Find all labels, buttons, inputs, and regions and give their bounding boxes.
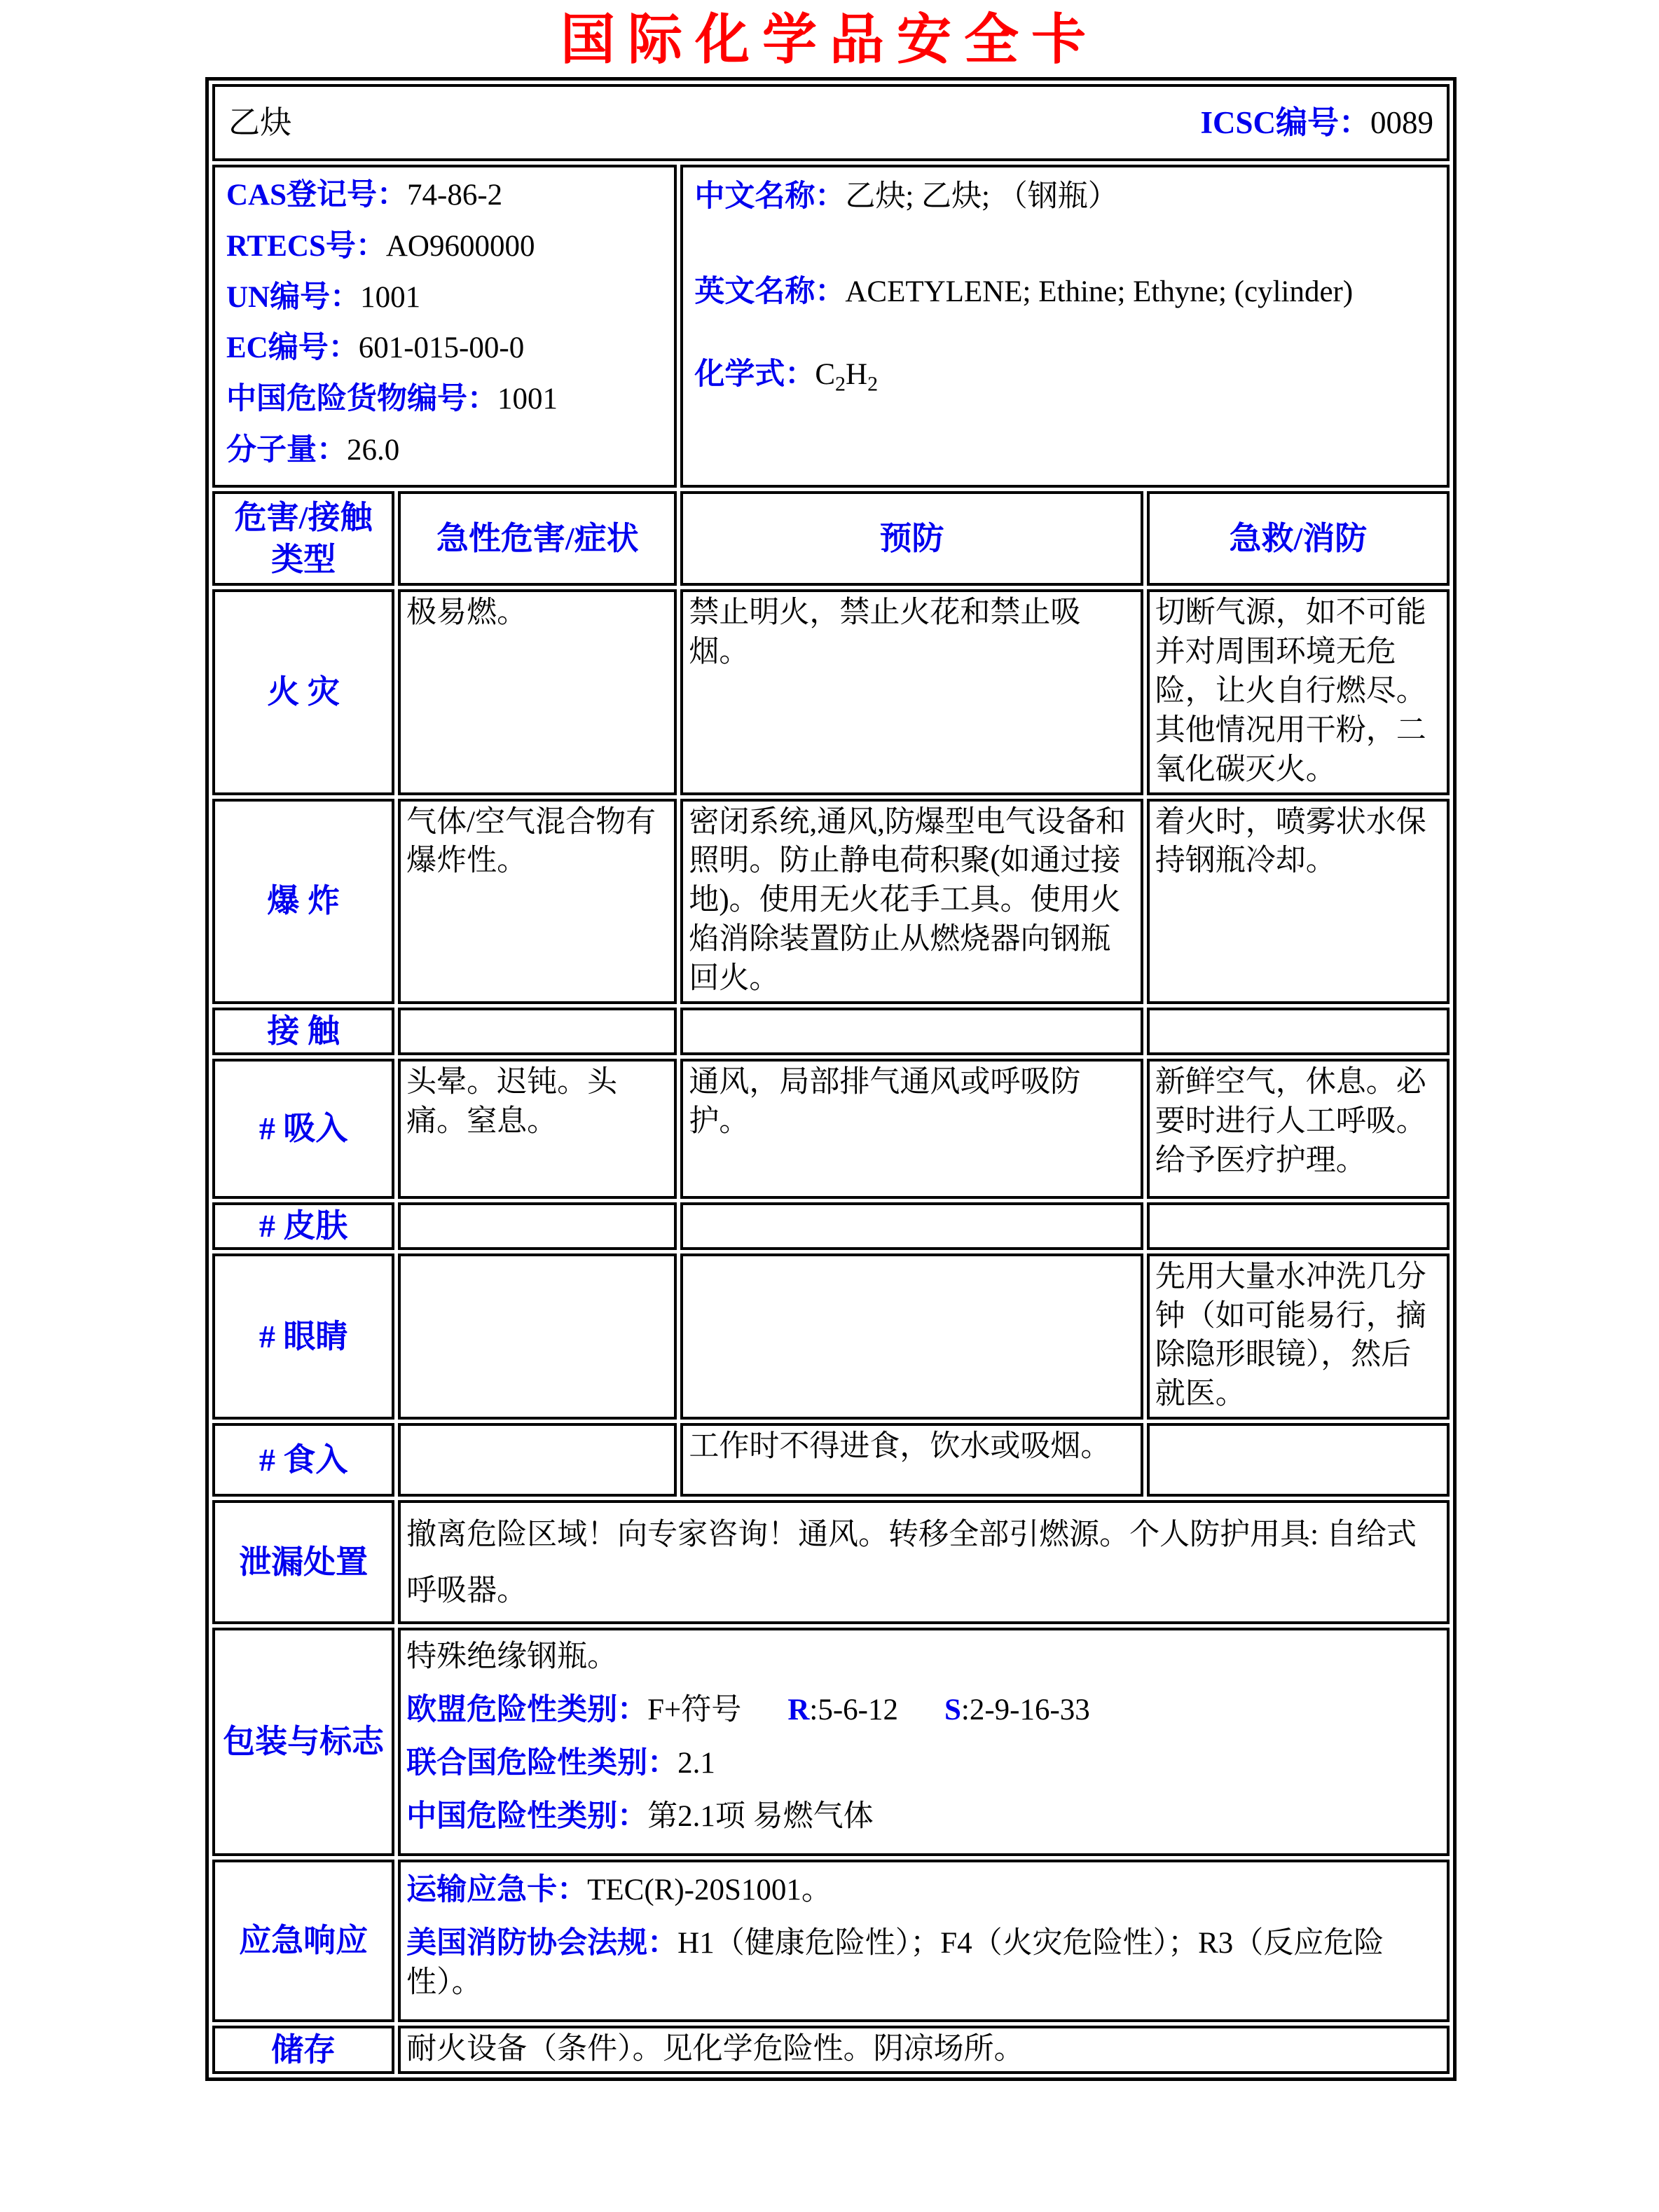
skin-symptoms	[398, 1202, 677, 1250]
hazard-row-contact	[212, 1008, 1450, 1055]
packaging-special: 特殊绝缘钢瓶。	[406, 1640, 618, 1674]
substance-header-row	[212, 84, 1450, 161]
header-firstaid-firefighting: 急救/消防	[1147, 491, 1450, 586]
formula-value: $C_2H_2$	[815, 357, 879, 396]
ingestion-symptoms	[398, 1423, 677, 1497]
packaging-text	[398, 1628, 1450, 1856]
fire-response: 切断气源，如不可能并对周围环境无危险，让火自行燃尽。其他情况用干粉，二氧化碳灭火。	[1147, 589, 1450, 795]
packaging-label: 包装与标志	[212, 1628, 394, 1856]
eyes-response: 先用大量水冲洗几分钟（如可能易行，摘除隐形眼镜），然后就医。	[1147, 1253, 1450, 1420]
hazard-row-skin	[212, 1202, 1450, 1250]
china-hazard-label: 中国危险性类别：	[406, 1799, 648, 1833]
eu-hazard-class	[406, 1691, 1440, 1730]
formula-label: 化学式：	[694, 357, 815, 391]
english-name	[694, 273, 1436, 312]
icsc-number-label: ICSC编号：	[1200, 104, 1370, 140]
un-value: 1001	[360, 280, 421, 314]
names-cell	[680, 165, 1450, 488]
eyes-label: # 眼睛	[212, 1253, 394, 1420]
contact-label: 接 触	[212, 1008, 394, 1055]
inhalation-symptoms: 头晕。迟钝。头痛。窒息。	[398, 1059, 677, 1199]
mw-label: 分子量：	[226, 434, 347, 467]
fire-symptoms: 极易燃。	[398, 589, 677, 795]
explosion-label: 爆 炸	[212, 799, 394, 1004]
rtecs-label: RTECS号：	[226, 229, 386, 263]
skin-prevention	[680, 1202, 1143, 1250]
tec-label: 运输应急卡：	[406, 1873, 588, 1907]
cas-value: 74-86-2	[407, 178, 503, 212]
r-phrases-label: R	[787, 1694, 810, 1727]
un-hazard-value: 2.1	[677, 1747, 715, 1780]
cas-number	[226, 176, 663, 215]
spill-row	[212, 1500, 1450, 1624]
substance-header-cell	[212, 84, 1450, 161]
header-prevention: 预防	[680, 491, 1143, 586]
storage-row	[212, 2026, 1450, 2075]
identifiers-row	[212, 165, 1450, 488]
explosion-symptoms: 气体/空气混合物有爆炸性。	[398, 799, 677, 1004]
un-label: UN编号：	[226, 280, 361, 314]
header-hazard-type: 危害/接触类型	[212, 491, 394, 586]
rtecs-number	[226, 227, 663, 266]
chemical-formula	[694, 355, 1436, 398]
inhalation-label: # 吸入	[212, 1059, 394, 1199]
spill-text: 撤离危险区域！向专家咨询！通风。转移全部引燃源。个人防护用具: 自给式呼吸器。	[398, 1500, 1450, 1624]
ingestion-label: # 食入	[212, 1423, 394, 1497]
hazard-row-inhalation	[212, 1059, 1450, 1199]
page-title: 国际化学品安全卡	[560, 8, 1099, 70]
hazard-row-explosion	[212, 799, 1450, 1004]
mw-value: 26.0	[347, 434, 400, 467]
eu-hazard-label: 欧盟危险性类别：	[406, 1694, 648, 1727]
china-dg-number	[226, 380, 663, 419]
explosion-response: 着火时，喷雾状水保持钢瓶冷却。	[1147, 799, 1450, 1004]
un-hazard-class	[406, 1744, 1440, 1783]
nfpa-code	[406, 1924, 1440, 2003]
icsc-number	[1200, 102, 1433, 144]
contact-prevention	[680, 1008, 1143, 1055]
storage-label: 储存	[212, 2026, 394, 2075]
emergency-text	[398, 1860, 1450, 2022]
s-phrases-label: S	[944, 1694, 961, 1727]
transport-emergency-card	[406, 1871, 1440, 1910]
identifiers-cell	[212, 165, 677, 488]
emergency-row	[212, 1860, 1450, 2022]
ec-number	[226, 329, 663, 368]
hazard-header-row	[212, 491, 1450, 586]
ec-value: 601-015-00-0	[358, 331, 525, 365]
china-dg-label: 中国危险货物编号：	[226, 383, 497, 416]
header-acute-symptoms: 急性危害/症状	[398, 491, 677, 586]
hazard-row-fire	[212, 589, 1450, 795]
packaging-row	[212, 1628, 1450, 1856]
molecular-weight	[226, 431, 663, 470]
china-hazard-value: 第2.1项 易燃气体	[647, 1799, 874, 1833]
s-phrases-value: :2-9-16-33	[961, 1694, 1090, 1727]
un-number	[226, 278, 663, 317]
un-hazard-label: 联合国危险性类别：	[406, 1747, 678, 1780]
fire-prevention: 禁止明火，禁止火花和禁止吸烟。	[680, 589, 1143, 795]
inhalation-response: 新鲜空气，休息。必要时进行人工呼吸。给予医疗护理。	[1147, 1059, 1450, 1199]
chinese-name-value: 乙炔; 乙炔; （钢瓶）	[845, 179, 1118, 213]
icsc-number-value: 0089	[1370, 104, 1433, 140]
spill-label: 泄漏处置	[212, 1500, 394, 1624]
skin-label: # 皮肤	[212, 1202, 394, 1250]
inhalation-prevention: 通风，局部排气通风或呼吸防护。	[680, 1059, 1143, 1199]
ingestion-prevention: 工作时不得进食，饮水或吸烟。	[680, 1423, 1143, 1497]
nfpa-value: H1（健康危险性）；F4（火灾危险性）；R3（反应危险性）。	[406, 1926, 1384, 1999]
nfpa-label: 美国消防协会法规：	[406, 1926, 678, 1960]
eyes-symptoms	[398, 1253, 677, 1420]
skin-response	[1147, 1202, 1450, 1250]
rtecs-value: AO9600000	[385, 229, 535, 263]
contact-symptoms	[398, 1008, 677, 1055]
storage-text: 耐火设备（条件）。见化学危险性。阴凉场所。	[398, 2026, 1450, 2075]
hazard-row-ingestion	[212, 1423, 1450, 1497]
tec-value: TEC(R)-20S1001。	[587, 1873, 832, 1907]
contact-response	[1147, 1008, 1450, 1055]
china-dg-value: 1001	[497, 383, 558, 416]
r-phrases-value: :5-6-12	[809, 1694, 898, 1727]
china-hazard-class	[406, 1797, 1440, 1836]
fire-label: 火 灾	[212, 589, 394, 795]
ingestion-response	[1147, 1423, 1450, 1497]
substance-name: 乙炔	[228, 104, 292, 140]
emergency-label: 应急响应	[212, 1860, 394, 2022]
chinese-name-label: 中文名称：	[694, 179, 846, 213]
chinese-name	[694, 177, 1436, 217]
explosion-prevention: 密闭系统,通风,防爆型电气设备和照明。防止静电荷积聚(如通过接地)。使用无火花手工具。使用火焰消除装置防止从燃烧器向钢瓶回火。	[680, 799, 1143, 1004]
english-name-value: ACETYLENE; Ethine; Ethyne; (cylinder)	[845, 275, 1354, 308]
english-name-label: 英文名称：	[694, 275, 846, 308]
cas-label: CAS登记号：	[226, 178, 408, 212]
eu-hazard-value: F+符号	[647, 1694, 742, 1727]
eyes-prevention	[680, 1253, 1143, 1420]
hazard-row-eyes	[212, 1253, 1450, 1420]
ec-label: EC编号：	[226, 331, 359, 365]
icsc-card-table	[205, 77, 1457, 2082]
